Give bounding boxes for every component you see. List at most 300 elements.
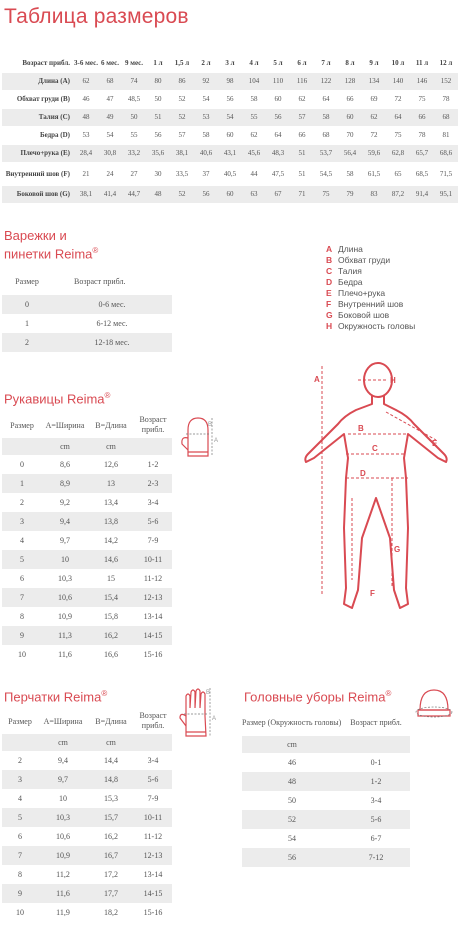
hats-row — [242, 791, 410, 810]
gloves-b-value: 14,8 — [88, 770, 134, 789]
mittens-size: 3 — [2, 512, 42, 531]
gloves-reg: ® — [101, 689, 108, 698]
gloves-row — [2, 789, 172, 808]
ms-row — [2, 295, 172, 314]
gloves-a-value: 11,2 — [56, 870, 70, 879]
measurement-value: 122 — [314, 72, 338, 90]
gloves-row — [2, 827, 172, 846]
glove-label-a: A — [212, 716, 217, 722]
measurement-legend — [326, 244, 415, 332]
measurement-label: Талия (C) — [2, 108, 74, 126]
measurement-value: 52 — [170, 90, 194, 108]
gloves-a-value: 10,6 — [56, 832, 70, 841]
measurement-value: 30 — [146, 162, 170, 185]
mittens-socks-table — [2, 267, 172, 352]
legend-item — [326, 299, 415, 310]
hat-diagram — [412, 684, 456, 724]
hat-outline — [420, 690, 448, 710]
ms-size: 1 — [25, 319, 29, 328]
mittens-col-a: A=Ширина — [45, 420, 85, 430]
age-header-cell: 9 л — [369, 59, 379, 68]
measurement-value: 48,5 — [122, 90, 146, 108]
mittens-b-value: 14,6 — [88, 550, 134, 569]
legend-key: F — [326, 299, 332, 309]
mittens-header-row — [2, 412, 172, 438]
mitten-thumb — [182, 438, 188, 450]
mittens-a-value: 10 — [42, 550, 88, 569]
measurement-value: 79 — [338, 185, 362, 203]
measurement-label: Внутренний шов (F) — [2, 162, 74, 185]
hats-size: 46 — [288, 758, 296, 767]
age-header-cell: 2 л — [201, 59, 211, 68]
measurement-value: 71,5 — [434, 162, 458, 185]
main-table-header-row — [2, 55, 458, 72]
gloves-title-text: Перчатки — [4, 689, 61, 705]
hats-brand: Reima — [347, 689, 386, 705]
figure-label-a: A — [314, 375, 320, 384]
legend-item — [326, 310, 415, 321]
gloves-col-age: Возраст прибл. — [139, 711, 167, 730]
measurement-value: 46 — [74, 90, 98, 108]
gloves-col-a: A=Ширина — [43, 716, 83, 726]
main-table-row — [2, 162, 458, 185]
mittens-age: 7-9 — [147, 536, 159, 545]
measurement-value: 40,6 — [194, 144, 218, 162]
mittens-age: 12-13 — [134, 588, 172, 607]
gloves-col-b: B=Длина — [95, 716, 127, 726]
gloves-age: 10-11 — [134, 808, 172, 827]
measurement-value: 56,4 — [338, 144, 362, 162]
age-header-cell: 3-6 мес. — [74, 59, 98, 68]
legend-text: Плечо+рука — [338, 288, 386, 298]
hats-table — [242, 710, 410, 867]
mittens-title-text: Рукавицы — [4, 391, 64, 407]
figure-label-c: C — [372, 444, 378, 453]
main-table-row — [2, 185, 458, 203]
gloves-header-row — [2, 708, 172, 734]
mittens-age: 10-11 — [134, 550, 172, 569]
gloves-size: 4 — [18, 794, 22, 803]
ms-col-age: Возраст прибл. — [74, 276, 126, 286]
gloves-age: 12-13 — [134, 846, 172, 865]
measurement-value: 28,4 — [74, 144, 98, 162]
mittens-size: 0 — [20, 460, 24, 469]
measurement-value: 68 — [314, 126, 338, 144]
mittens-size: 4 — [20, 536, 24, 545]
mittens-unit-row — [2, 438, 172, 455]
measurement-value: 30,8 — [98, 144, 122, 162]
mittens-reg: ® — [104, 391, 111, 400]
hats-size: 48 — [242, 772, 342, 791]
legend-key: E — [326, 288, 332, 298]
measurement-value: 44,7 — [122, 185, 146, 203]
age-header-cell: 12 л — [439, 59, 453, 68]
measurement-label: Бедра (D) — [2, 126, 74, 144]
measurement-value: 58 — [314, 108, 338, 126]
mitten-label-a: A — [214, 438, 219, 444]
measurement-value: 33,5 — [170, 162, 194, 185]
legend-key: A — [326, 244, 333, 254]
mittens-socks-title — [4, 228, 98, 261]
hat-brim — [418, 710, 450, 716]
measurement-value: 40,5 — [218, 162, 242, 185]
figure-label-g: G — [394, 545, 401, 554]
mittens-b-value: 15 — [107, 574, 115, 583]
measurement-value: 54 — [218, 108, 242, 126]
figure-label-d: D — [360, 469, 366, 478]
measurement-value: 70 — [338, 126, 362, 144]
gloves-row — [2, 770, 172, 789]
ms-row — [2, 314, 172, 333]
measurement-value: 52 — [170, 108, 194, 126]
gloves-a-value: 10 — [59, 794, 67, 803]
measurement-value: 98 — [218, 72, 242, 90]
mittens-size: 10 — [18, 650, 26, 659]
hats-age: 1-2 — [342, 772, 410, 791]
measurement-value: 128 — [338, 72, 362, 90]
measurement-value: 75 — [410, 90, 434, 108]
age-header-cell: 6 л — [297, 59, 307, 68]
measurement-value: 33,2 — [122, 144, 146, 162]
legend-key: C — [326, 266, 333, 276]
hats-age: 3-4 — [370, 796, 382, 805]
mittens-age: 2-3 — [134, 474, 172, 493]
measurement-value: 78 — [434, 90, 458, 108]
mittens-socks-reg: ® — [92, 246, 99, 255]
measurement-value: 78 — [410, 126, 434, 144]
mittens-b-value: 13,8 — [88, 512, 134, 531]
legend-text: Окружность головы — [338, 321, 416, 331]
mittens-row — [2, 512, 172, 531]
measurement-value: 64 — [314, 90, 338, 108]
gloves-age: 11-12 — [143, 832, 163, 841]
legend-text: Боковой шов — [338, 310, 390, 320]
measurement-value: 41,4 — [98, 185, 122, 203]
mittens-size: 5 — [2, 550, 42, 569]
gloves-age: 7-9 — [147, 794, 159, 803]
measurement-value: 60 — [266, 90, 290, 108]
gloves-unit-blank2 — [134, 734, 172, 751]
legend-text: Внутренний шов — [338, 299, 404, 309]
gloves-row — [2, 808, 172, 827]
gloves-age: 15-16 — [143, 908, 163, 917]
hats-title-text: Головные уборы — [244, 689, 345, 705]
measurement-value: 87,2 — [386, 185, 410, 203]
measurement-value: 49 — [98, 108, 122, 126]
mitten-label-b: B — [208, 422, 213, 428]
gloves-age: 14-15 — [134, 884, 172, 903]
gloves-age: 3-4 — [147, 756, 159, 765]
measurement-value: 54,5 — [314, 162, 338, 185]
mittens-age: 1-2 — [147, 460, 159, 469]
hats-row — [242, 772, 410, 791]
figure-label-f: F — [370, 589, 375, 598]
hats-reg: ® — [385, 689, 392, 698]
gloves-size: 8 — [18, 870, 22, 879]
measurement-value: 62 — [290, 90, 314, 108]
measurement-value: 47 — [98, 90, 122, 108]
hats-age: 6-7 — [370, 834, 382, 843]
hats-row — [242, 848, 410, 867]
legend-item — [326, 277, 415, 288]
gloves-unit-b: cm — [88, 734, 134, 751]
hats-row — [242, 753, 410, 772]
gloves-a-value: 10,3 — [38, 808, 88, 827]
measurement-value: 75 — [386, 126, 410, 144]
figure-body — [305, 396, 446, 608]
legend-text: Длина — [338, 244, 363, 254]
ms-row — [2, 333, 172, 352]
measurement-value: 86 — [170, 72, 194, 90]
mittens-age: 3-4 — [147, 498, 159, 507]
legend-text: Обхват груди — [338, 255, 391, 265]
mittens-row — [2, 588, 172, 607]
measurement-value: 71 — [290, 185, 314, 203]
gloves-a-value: 11,6 — [38, 884, 88, 903]
mittens-b-value: 15,4 — [88, 588, 134, 607]
measurement-label: Обхват груди (B) — [2, 90, 74, 108]
measurement-value: 61,5 — [362, 162, 386, 185]
hats-col-age: Возраст прибл. — [350, 718, 402, 727]
mittens-b-value: 14,2 — [104, 536, 118, 545]
gloves-row — [2, 751, 172, 770]
measurement-value: 59,6 — [362, 144, 386, 162]
measurement-value: 54 — [98, 126, 122, 144]
age-header-cell: 1,5 л — [174, 59, 190, 68]
age-header-cell: 6 мес. — [100, 59, 120, 68]
mittens-a-value: 10,3 — [58, 574, 72, 583]
figure-label-e: E — [432, 439, 438, 448]
mittens-unit-blank2 — [134, 438, 172, 455]
measurement-value: 52 — [170, 185, 194, 203]
measurement-value: 66 — [290, 126, 314, 144]
gloves-size: 3 — [2, 770, 38, 789]
mittens-size: 1 — [2, 474, 42, 493]
measurement-value: 62 — [74, 72, 98, 90]
gloves-size: 9 — [2, 884, 38, 903]
ms-size: 0 — [2, 295, 52, 314]
measurement-value: 37 — [194, 162, 218, 185]
measurement-value: 72 — [362, 126, 386, 144]
measurement-value: 56 — [194, 185, 218, 203]
mittens-age: 11-12 — [143, 574, 163, 583]
mittens-a-value: 9,7 — [60, 536, 70, 545]
measurement-value: 116 — [290, 72, 314, 90]
hats-row — [242, 829, 410, 848]
hats-age: 7-12 — [342, 848, 410, 867]
main-table-row — [2, 126, 458, 144]
mittens-a-value: 9,4 — [42, 512, 88, 531]
glove-thumb — [180, 714, 186, 726]
mittens-row — [2, 569, 172, 588]
ms-age: 0-6 мес. — [52, 295, 172, 314]
measurement-value: 51 — [290, 144, 314, 162]
gloves-size: 5 — [2, 808, 38, 827]
mittens-row — [2, 455, 172, 474]
measurement-value: 53 — [74, 126, 98, 144]
measurement-value: 146 — [410, 72, 434, 90]
gloves-unit-a: cm — [38, 734, 88, 751]
mittens-row — [2, 645, 172, 664]
gloves-size: 10 — [16, 908, 24, 917]
gloves-unit-row — [2, 734, 172, 751]
gloves-b-value: 16,7 — [88, 846, 134, 865]
measurement-value: 48 — [74, 108, 98, 126]
mittens-age: 5-6 — [134, 512, 172, 531]
hats-unit-blank — [342, 736, 410, 753]
mittens-size: 9 — [2, 626, 42, 645]
mittens-socks-title-line2: пинетки — [4, 246, 52, 262]
figure-label-h: H — [390, 376, 396, 385]
measurement-value: 58 — [194, 126, 218, 144]
measurement-value: 110 — [266, 72, 290, 90]
mittens-row — [2, 493, 172, 512]
mittens-table — [2, 412, 172, 664]
main-size-table — [2, 55, 458, 203]
measurement-value: 66 — [410, 108, 434, 126]
measurement-value: 47,5 — [266, 162, 290, 185]
mittens-unit-a: cm — [42, 438, 88, 455]
gloves-size: 6 — [18, 832, 22, 841]
gloves-a-value: 11,9 — [56, 908, 70, 917]
ms-age: 12-18 мес. — [52, 333, 172, 352]
measurement-value: 80 — [146, 72, 170, 90]
hats-size: 56 — [242, 848, 342, 867]
legend-key: D — [326, 277, 333, 287]
measurement-value: 66 — [338, 90, 362, 108]
legend-item — [326, 244, 415, 255]
measurement-value: 60 — [218, 126, 242, 144]
measurement-value: 24 — [98, 162, 122, 185]
measurement-value: 60 — [218, 185, 242, 203]
gloves-b-value: 14,4 — [104, 756, 118, 765]
gloves-b-value: 17,2 — [104, 870, 118, 879]
measurement-value: 74 — [122, 72, 146, 90]
measurement-value: 55 — [242, 108, 266, 126]
gloves-a-value: 10,9 — [38, 846, 88, 865]
header-age-label: Возраст прибл. — [22, 59, 70, 68]
hats-unit-row — [242, 736, 410, 753]
gloves-b-value: 17,7 — [88, 884, 134, 903]
mittens-a-value: 11,3 — [42, 626, 88, 645]
measurement-value: 63 — [242, 185, 266, 203]
mittens-size: 7 — [2, 588, 42, 607]
measurement-value: 51 — [290, 162, 314, 185]
measurement-value: 69 — [362, 90, 386, 108]
mittens-size: 8 — [20, 612, 24, 621]
measurement-value: 56 — [266, 108, 290, 126]
hats-size: 50 — [288, 796, 296, 805]
glove-diagram — [176, 686, 218, 748]
legend-text: Талия — [338, 266, 362, 276]
mittens-row — [2, 550, 172, 569]
legend-key: G — [326, 310, 333, 320]
gloves-row — [2, 884, 172, 903]
hats-size: 52 — [242, 810, 342, 829]
legend-text: Бедра — [338, 277, 363, 287]
measurement-value: 68 — [434, 108, 458, 126]
measurement-value: 65,7 — [410, 144, 434, 162]
mittens-title — [4, 388, 110, 406]
legend-item — [326, 321, 415, 332]
measurement-value: 83 — [362, 185, 386, 203]
mittens-row — [2, 607, 172, 626]
gloves-size: 2 — [18, 756, 22, 765]
gloves-unit-blank — [2, 734, 38, 751]
mittens-unit-b: cm — [88, 438, 134, 455]
measurement-value: 45,6 — [242, 144, 266, 162]
hats-col-size: Размер (Окружность головы) — [242, 718, 342, 727]
measurement-value: 55 — [122, 126, 146, 144]
measurement-value: 62 — [362, 108, 386, 126]
main-table-row — [2, 144, 458, 162]
gloves-age: 5-6 — [134, 770, 172, 789]
measurement-value: 51 — [146, 108, 170, 126]
measurement-value: 57 — [170, 126, 194, 144]
legend-key: H — [326, 321, 333, 331]
figure-label-b: B — [358, 424, 364, 433]
mittens-age: 14-15 — [134, 626, 172, 645]
measurement-value: 38,1 — [74, 185, 98, 203]
measurement-value: 64 — [386, 108, 410, 126]
gloves-a-value: 9,7 — [38, 770, 88, 789]
measurement-value: 57 — [290, 108, 314, 126]
mittens-row — [2, 531, 172, 550]
hats-header-row — [242, 710, 410, 736]
measurement-value: 58 — [338, 162, 362, 185]
measurement-value: 92 — [194, 72, 218, 90]
mittens-b-value: 12,6 — [104, 460, 118, 469]
gloves-title — [4, 686, 107, 704]
age-header-cell: 8 л — [345, 59, 355, 68]
age-header-cell: 10 л — [391, 59, 405, 68]
measurement-value: 60 — [338, 108, 362, 126]
gloves-row — [2, 846, 172, 865]
measurement-value: 38,1 — [170, 144, 194, 162]
child-measurement-figure — [300, 358, 460, 630]
mittens-a-value: 9,2 — [60, 498, 70, 507]
mittens-b-value: 15,8 — [104, 612, 118, 621]
gloves-b-value: 16,2 — [104, 832, 118, 841]
gloves-b-value: 15,7 — [88, 808, 134, 827]
mittens-brand: Reima — [66, 391, 105, 407]
measurement-value: 50 — [146, 90, 170, 108]
ms-col-size: Размер — [15, 276, 39, 286]
legend-item — [326, 255, 415, 266]
measurement-value: 95,1 — [434, 185, 458, 203]
measurement-value: 48 — [146, 185, 170, 203]
hats-age: 5-6 — [342, 810, 410, 829]
measurement-value: 65 — [386, 162, 410, 185]
measurement-value: 44 — [242, 162, 266, 185]
gloves-b-value: 15,3 — [104, 794, 118, 803]
gloves-age: 13-14 — [143, 870, 163, 879]
age-header-cell: 9 мес. — [124, 59, 144, 68]
page-title: Таблица размеров — [4, 5, 189, 28]
ms-header-row — [2, 267, 172, 295]
legend-item — [326, 288, 415, 299]
mitten-outline — [188, 418, 208, 456]
age-header-cell: 1 л — [153, 59, 163, 68]
gloves-b-value: 18,2 — [104, 908, 118, 917]
measurement-value: 43,1 — [218, 144, 242, 162]
measurement-value: 140 — [386, 72, 410, 90]
age-header-cell: 7 л — [321, 59, 331, 68]
measurement-label: Длина (A) — [2, 72, 74, 90]
measurement-value: 134 — [362, 72, 386, 90]
measurement-label: Плечо+рука (E) — [2, 144, 74, 162]
hats-unit: cm — [242, 736, 342, 753]
